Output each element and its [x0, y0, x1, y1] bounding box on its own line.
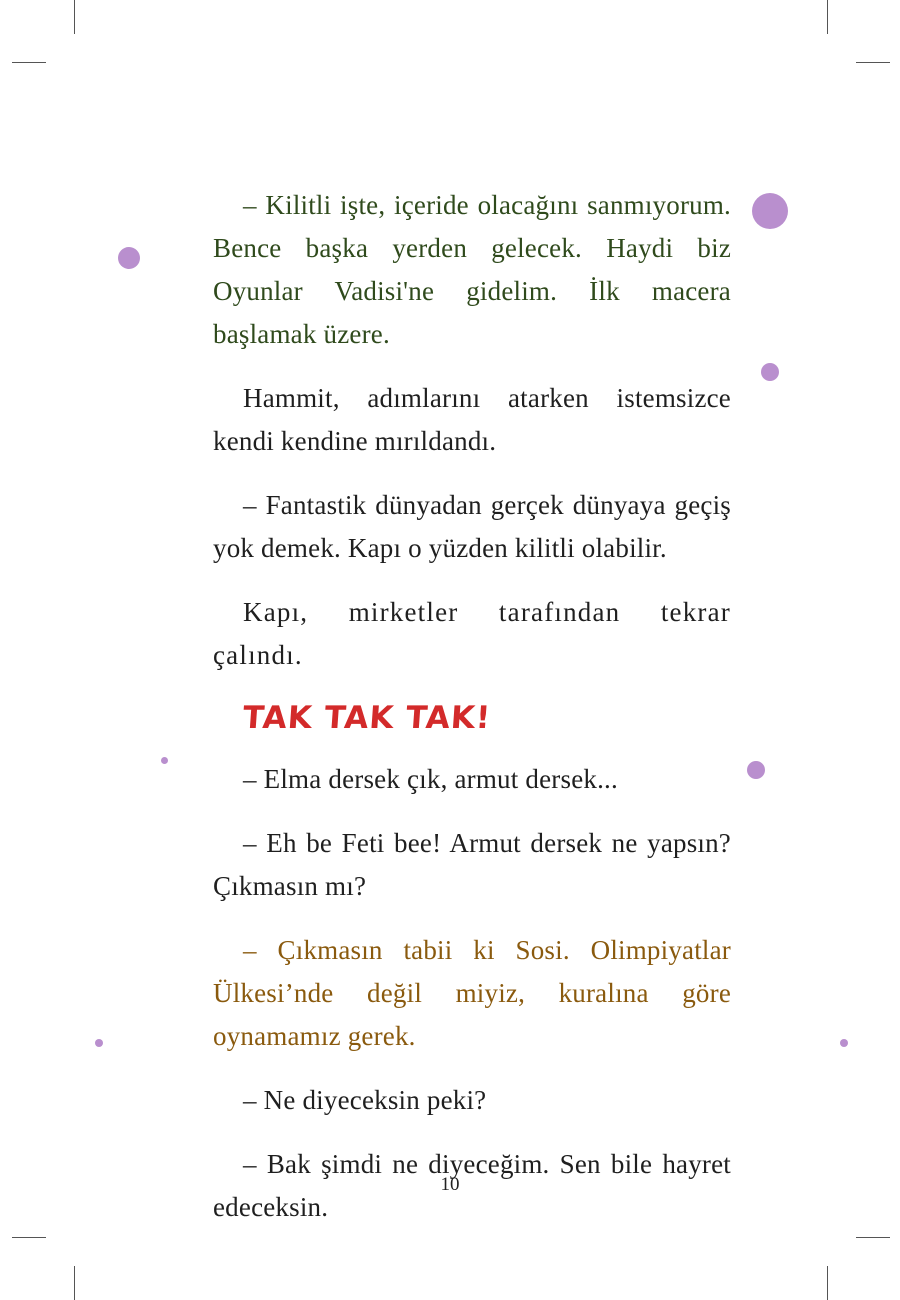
- decor-dot: [118, 247, 140, 269]
- crop-mark: [856, 1237, 890, 1238]
- dialogue-paragraph: – Elma dersek çık, armut dersek...: [243, 764, 618, 794]
- decor-dot: [747, 761, 765, 779]
- decor-dot: [752, 193, 788, 229]
- crop-mark: [856, 62, 890, 63]
- decor-dot: [761, 363, 779, 381]
- narration-paragraph: Kapı, mirketler tarafından tekrar çalındı.: [213, 597, 731, 670]
- narration-paragraph: Hammit, adımlarını atarken istemsizce kendi kendine mırıldandı.: [213, 383, 731, 456]
- decor-dot: [840, 1039, 848, 1047]
- crop-mark: [12, 1237, 46, 1238]
- dialogue-paragraph: – Fantastik dünyadan gerçek dünyaya geçiş yok demek. Kapı o yüzden kilitli olabilir.: [213, 490, 731, 563]
- crop-mark: [12, 62, 46, 63]
- crop-mark: [74, 1266, 75, 1300]
- dialogue-paragraph: – Eh be Feti bee! Armut dersek ne yapsın? Çıkmasın mı?: [213, 828, 731, 901]
- story-text: [213, 184, 731, 1250]
- crop-mark: [74, 0, 75, 34]
- page-number: 10: [440, 1174, 460, 1195]
- decor-dot: [161, 757, 168, 764]
- crop-mark: [827, 0, 828, 34]
- dialogue-paragraph: – Çıkmasın tabii ki Sosi. Olimpiyatlar Ülkesi’nde değil miyiz, kuralına göre oynamamız gerek.: [213, 935, 731, 1051]
- dialogue-paragraph: – Kilitli işte, içeride olacağını sanmıyorum. Bence başka yerden gelecek. Haydi biz Oyunlar Vadisi'ne gidelim. İlk macera başlamak üzere.: [213, 190, 731, 349]
- decor-dot: [95, 1039, 103, 1047]
- sound-effect-heading: TAK TAK TAK!: [241, 700, 493, 736]
- dialogue-paragraph: – Ne diyeceksin peki?: [243, 1085, 487, 1115]
- dialogue-paragraph: – Bak şimdi ne diyeceğim. Sen bile hayret edeceksin.: [213, 1149, 731, 1222]
- crop-mark: [827, 1266, 828, 1300]
